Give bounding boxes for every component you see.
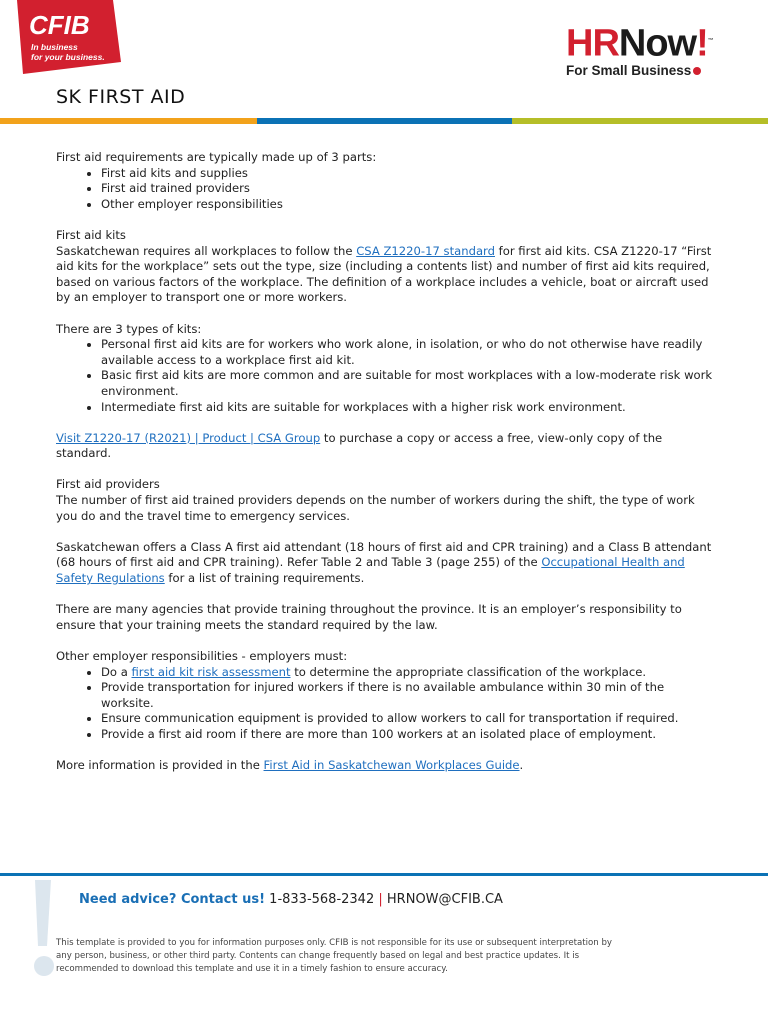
hrnow-dot-icon [693, 67, 701, 75]
hrnow-logo [566, 22, 726, 78]
page-title: SK FIRST AID [56, 86, 186, 108]
cfib-logo-name: CFIB [29, 10, 90, 40]
visit-text: to purchase a copy or access a free, view-only copy of the standard. [56, 430, 663, 461]
kits-heading: First aid kits [56, 227, 126, 242]
cfib-logo-graphic [17, 0, 121, 74]
risk-assessment-link[interactable]: first aid kit risk assessment [131, 664, 291, 679]
header-tricolor-stripe [0, 118, 768, 124]
list-item: • Ensure communication equipment is provided to allow workers to call for transportation if required. [101, 711, 716, 727]
classes-text-b: for a list of training requirements. [164, 571, 365, 586]
contact-line [79, 892, 503, 907]
cfib-logo-tagline-2: for your business. [31, 52, 105, 62]
parts-list [56, 166, 716, 213]
hrnow-subtitle [566, 63, 726, 78]
sk-guide-link[interactable]: First Aid in Saskatchewan Workplaces Guide [263, 758, 520, 773]
list-item [101, 665, 716, 681]
ohs-regulations-link[interactable]: Occupational Health and Safety Regulations [56, 555, 685, 586]
list-item: • Other employer responsibilities [101, 197, 716, 213]
intro-text: First aid requirements are typically made up of 3 parts: [56, 150, 377, 164]
need-advice-label: Need advice? Contact us! [79, 892, 266, 907]
list-item: • Provide transportation for injured workers if there is no available ambulance within 30 min of the worksite. [101, 680, 716, 711]
classes-text-a: Saskatchewan offers a Class A first aid attendant (18 hours of first aid and CPR training) and a Class B attendant (68 hours of first aid and CPR training). Refer Table 2 and Table 3 (page 255) of the [56, 539, 712, 570]
providers-heading: First aid providers [56, 477, 160, 492]
list-item: • Intermediate first aid kits are suitable for workplaces with a higher risk work environment. [101, 400, 716, 416]
hrnow-now: Now [618, 22, 697, 65]
list-item: • First aid trained providers [101, 181, 716, 197]
hrnow-wordmark [566, 22, 726, 63]
more-text-b: . [519, 758, 524, 773]
kit-types-intro: There are 3 types of kits: [56, 321, 202, 336]
document-body [56, 150, 716, 774]
contact-separator: | [378, 892, 383, 907]
more-info-paragraph [56, 758, 716, 774]
exclamation-dot [34, 956, 54, 976]
phone-number[interactable]: 1-833-568-2342 [269, 892, 375, 907]
list-item: • Provide a first aid room if there are more than 100 workers at an isolated place of employment. [101, 727, 716, 743]
email-address[interactable]: HRNOW@CFIB.CA [386, 892, 503, 907]
hrnow-bang: ! [696, 22, 708, 65]
duty1-text-b: to determine the appropriate classification of the workplace. [290, 664, 647, 679]
cfib-logo-tagline-1: In business [31, 42, 78, 52]
duty1-text-a: Do a [101, 664, 132, 679]
kits-text-b: for first aid kits. CSA Z1220-17 “First aid kits for the workplace” sets out the type, size (including a contents list) and number of first aid kits required, based on various factors of the workplace. The definition of a workplace includes a vehicle, boat or aircraft used by an employer to transport one or more workers. [56, 243, 712, 305]
hrnow-tm: ™ [707, 38, 713, 44]
list-item: • First aid kits and supplies [101, 166, 716, 182]
csa-standard-link[interactable]: CSA Z1220-17 standard [356, 243, 495, 258]
hrnow-hr: HR [566, 22, 619, 65]
stripe-blue [257, 118, 512, 124]
list-item: • Basic first aid kits are more common and are suitable for most workplaces with a low-moderate risk work environment. [101, 368, 716, 399]
list-item: • Personal first aid kits are for workers who work alone, in isolation, or who do not otherwise have readily available access to a workplace first aid kit. [101, 337, 716, 368]
csa-group-product-link[interactable]: Visit Z1220-17 (R2021) | Product | CSA Group [56, 430, 321, 445]
footer-divider [0, 873, 768, 876]
cfib-logo [17, 0, 121, 74]
other-responsibilities-intro: Other employer responsibilities - employers must: [56, 649, 348, 663]
more-text-a: More information is provided in the [56, 758, 264, 773]
stripe-green [512, 118, 768, 124]
hrnow-subtitle-text: For Small Business [566, 62, 692, 78]
classes-paragraph [56, 540, 716, 587]
exclamation-bar [35, 880, 51, 946]
stripe-orange [0, 118, 257, 124]
agencies-paragraph: There are many agencies that provide training throughout the province. It is an employer’s responsibility to ensure that your training meets the standard required by the law. [56, 602, 682, 632]
disclaimer-text: This template is provided to you for information purposes only. CFIB is not responsible for its use or subsequent interpretation by any person, business, or other third party. Contents can change frequently based on legal and best practice updates. It is recommended to download this template and use it in a timely fashion to ensure accuracy. [56, 938, 613, 974]
kit-types-list [56, 337, 716, 415]
visit-paragraph [56, 431, 716, 462]
responsibilities-list [56, 665, 716, 743]
kits-text-a: Saskatchewan requires all workplaces to follow the [56, 243, 357, 258]
providers-paragraph: The number of first aid trained providers depends on the number of workers during the shift, the type of work you do and the travel time to emergency services. [56, 493, 695, 523]
kits-paragraph [56, 244, 716, 306]
